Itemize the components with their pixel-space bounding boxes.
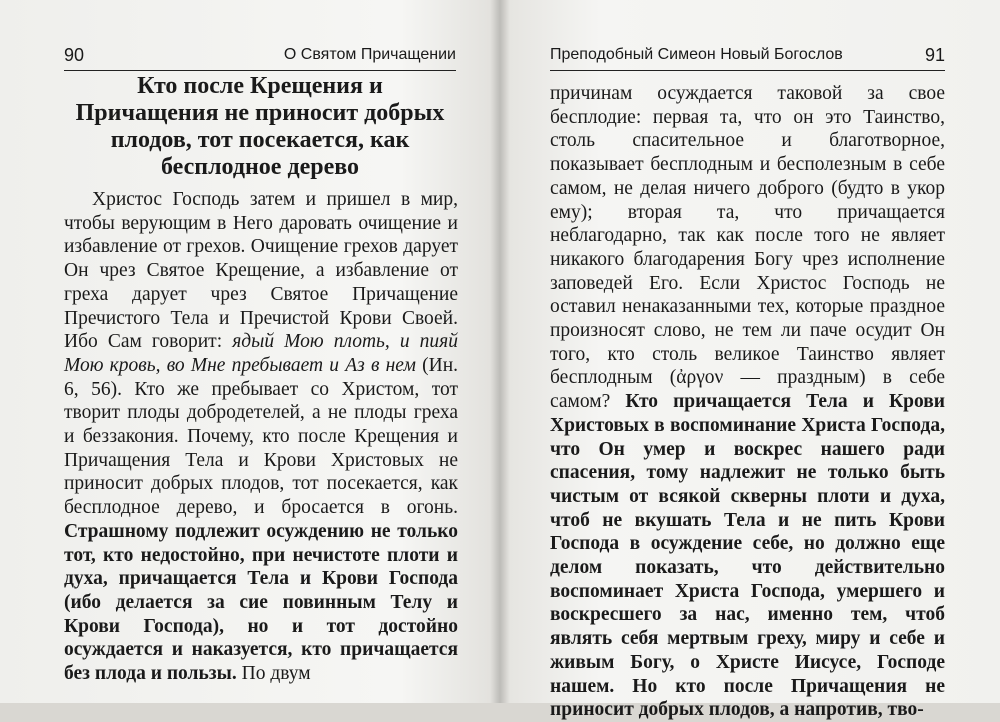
- body-paragraph: [550, 82, 945, 722]
- bold-text: Страшному подлежит осуждению не только тот, кто недостойно, при нечистоте плоти и духа, причащается Тела и Крови Господа (ибо делается за сие повинным Телу и Крови Господа), но и тот достойно осуждается и наказуется, кто причащается без плода и пользы.: [64, 520, 458, 685]
- page-number: 90: [64, 44, 85, 65]
- scripture-quote: ядый Мою плоть, и пияй Мою кровь, во Мне пребывает и Аз в нем: [64, 331, 458, 376]
- text-segment: По двум: [236, 663, 311, 685]
- chapter-heading: Кто после Крещения и Причащения не приносит добрых плодов, тот посекается, как бесплодное дерево: [75, 73, 445, 180]
- text-segment: Христос Господь затем и пришел в мир, чтобы верующим в Него даровать очищение и избавление от грехов. Очищение грехов дарует Он чрез Святое Крещение, а избавление от греха дарует чрез Святое Причащение Пречистого Тела и Пречистой Крови Своей. Ибо Сам говорит:: [64, 189, 458, 353]
- left-page: [0, 0, 492, 703]
- right-page: [508, 0, 1000, 721]
- left-running-head: [64, 40, 456, 71]
- bold-text: Кто причащается Тела и Крови Христовых в воспоминание Христа Господа, что Он умер и воскрес нашего ради спасения, тому надлежит не только быть чистым от всякой скверны плоти и духа, чтоб не вкушать Тела и не пить Крови Господа в осуждение себе, но должно еще делом показать, что действительно воспоминает Христа Господа, умершего и воскресшего за нас, именно тем, чтоб являть себя мертвым греху, миру и себе и живым Богу, о Христе Иисусе, Господе нашем. Но кто после Причащения не приносит добрых плодов, а напротив, тво-: [550, 391, 945, 721]
- running-title: Преподобный Симеон Новый Богослов: [550, 46, 843, 63]
- text-segment: (Ин. 6, 56). Кто же пребывает со Христом, тот творит плоды добродетелей, а не плоды греха и беззакония. Почему, кто после Крещения и Причащения Тела и Крови Христовых не приносит добрых плодов, тот посекается, как бесплодное дерево, и бросается в огонь.: [64, 354, 459, 519]
- right-running-head: [550, 40, 945, 71]
- body-paragraph: [64, 188, 458, 686]
- running-title: О Святом Причащении: [283, 46, 456, 63]
- page-number: 91: [924, 44, 945, 65]
- text-segment: причинам осуждается таковой за свое бесплодие: первая та, что он это Таинство, столь спасительное и благотворное, показывает бесплодным и бесполезным в себе самом, не делая ничего доброго (будто в укор ему); вторая та, что причащается неблагодарно, так как после того не являет никакого благодарения Богу чрез исполнение заповедей Его. Если Христос Господь не оставил ненаказанными тех, которые праздное произносят слово, не тем ли паче осудит Он того, кто столь великое Таинство являет бесплодным (ἀργον — праздным) в себе самом?: [550, 83, 945, 413]
